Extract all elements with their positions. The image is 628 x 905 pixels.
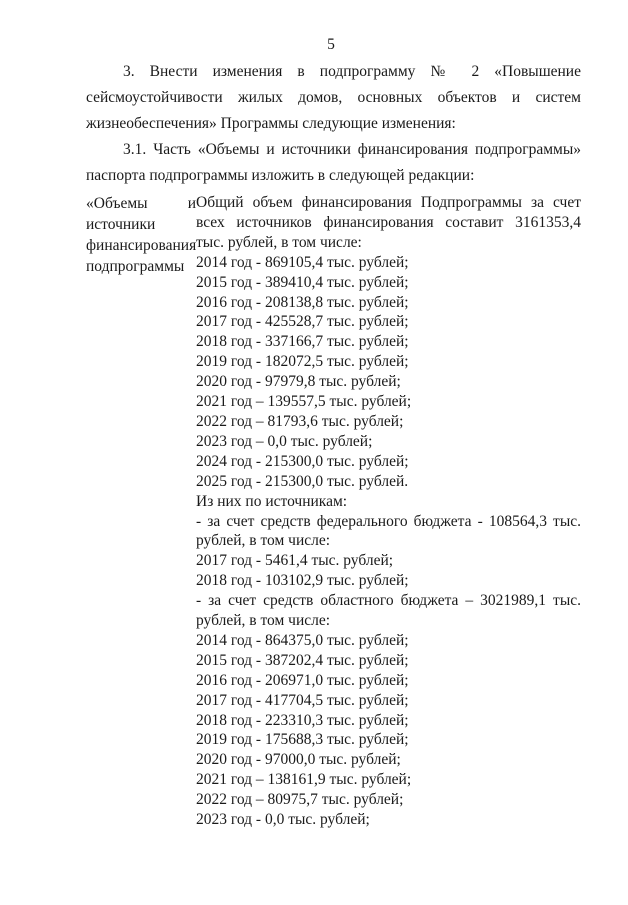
- list-item: 2018 год - 223310,3 тыс. рублей;: [196, 711, 409, 729]
- regional-by-year-list: [196, 631, 581, 830]
- list-item: 2025 год - 215300,0 тыс. рублей.: [196, 472, 409, 490]
- list-item: 2017 год - 417704,5 тыс. рублей;: [196, 691, 409, 709]
- list-item: 2021 год – 138161,9 тыс. рублей;: [196, 771, 412, 789]
- intro-text: [86, 59, 581, 189]
- page-number: 5: [327, 36, 335, 53]
- list-item: 2023 год – 0,0 тыс. рублей;: [196, 432, 373, 450]
- list-item: 2014 год - 864375,0 тыс. рублей;: [196, 631, 409, 649]
- list-item: 2019 год - 175688,3 тыс. рублей;: [196, 731, 409, 749]
- sources-heading: Из них по источникам:: [196, 492, 348, 510]
- federal-budget-text: - за счет средств федерального бюджета - 108564,3 тыс. рублей, в том числе:: [196, 512, 581, 550]
- list-item: 2015 год - 387202,4 тыс. рублей;: [196, 651, 409, 669]
- list-item: 2020 год - 97000,0 тыс. рублей;: [196, 751, 401, 769]
- amendment-paragraph: 3. Внести изменения в подпрограмму № 2 «Повышение сейсмоустойчивости жилых домов, основных объектов и систем жизнеобеспечения» Программы следующие изменения:: [86, 63, 581, 132]
- list-item: 2018 год - 103102,9 тыс. рублей;: [196, 572, 409, 590]
- list-item: 2019 год - 182072,5 тыс. рублей;: [196, 353, 409, 371]
- list-item: 2021 год – 139557,5 тыс. рублей;: [196, 393, 412, 411]
- list-item: 2017 год - 5461,4 тыс. рублей;: [196, 552, 394, 570]
- list-item: 2022 год – 81793,6 тыс. рублей;: [196, 412, 404, 430]
- regional-budget-text: - за счет средств областного бюджета – 3021989,1 тыс. рублей, в том числе:: [196, 592, 581, 630]
- federal-by-year-list: [196, 551, 581, 591]
- list-item: 2018 год - 337166,7 тыс. рублей;: [196, 333, 409, 351]
- passport-content: [196, 193, 581, 830]
- total-by-year-list: [196, 253, 581, 492]
- list-item: 2014 год - 869105,4 тыс. рублей;: [196, 253, 409, 271]
- list-item: 2015 год - 389410,4 тыс. рублей;: [196, 273, 409, 291]
- passport-label: «Объемы и источники финансирования подпрограммы: [86, 195, 197, 275]
- list-item: 2024 год - 215300,0 тыс. рублей;: [196, 452, 409, 470]
- total-funding-text: Общий объем финансирования Подпрограммы за счет всех источников финансирования составит 3161353,4 тыс. рублей, в том числе:: [196, 194, 581, 251]
- amendment-subparagraph: 3.1. Часть «Объемы и источники финансирования подпрограммы» паспорта подпрограммы изложить в следующей редакции:: [86, 141, 581, 184]
- list-item: 2016 год - 208138,8 тыс. рублей;: [196, 293, 409, 311]
- list-item: 2023 год - 0,0 тыс. рублей;: [196, 811, 370, 829]
- list-item: 2017 год - 425528,7 тыс. рублей;: [196, 313, 409, 331]
- list-item: 2022 год – 80975,7 тыс. рублей;: [196, 791, 404, 809]
- list-item: 2016 год - 206971,0 тыс. рублей;: [196, 671, 409, 689]
- funding-passport-section: [86, 193, 581, 830]
- list-item: 2020 год - 97979,8 тыс. рублей;: [196, 373, 401, 391]
